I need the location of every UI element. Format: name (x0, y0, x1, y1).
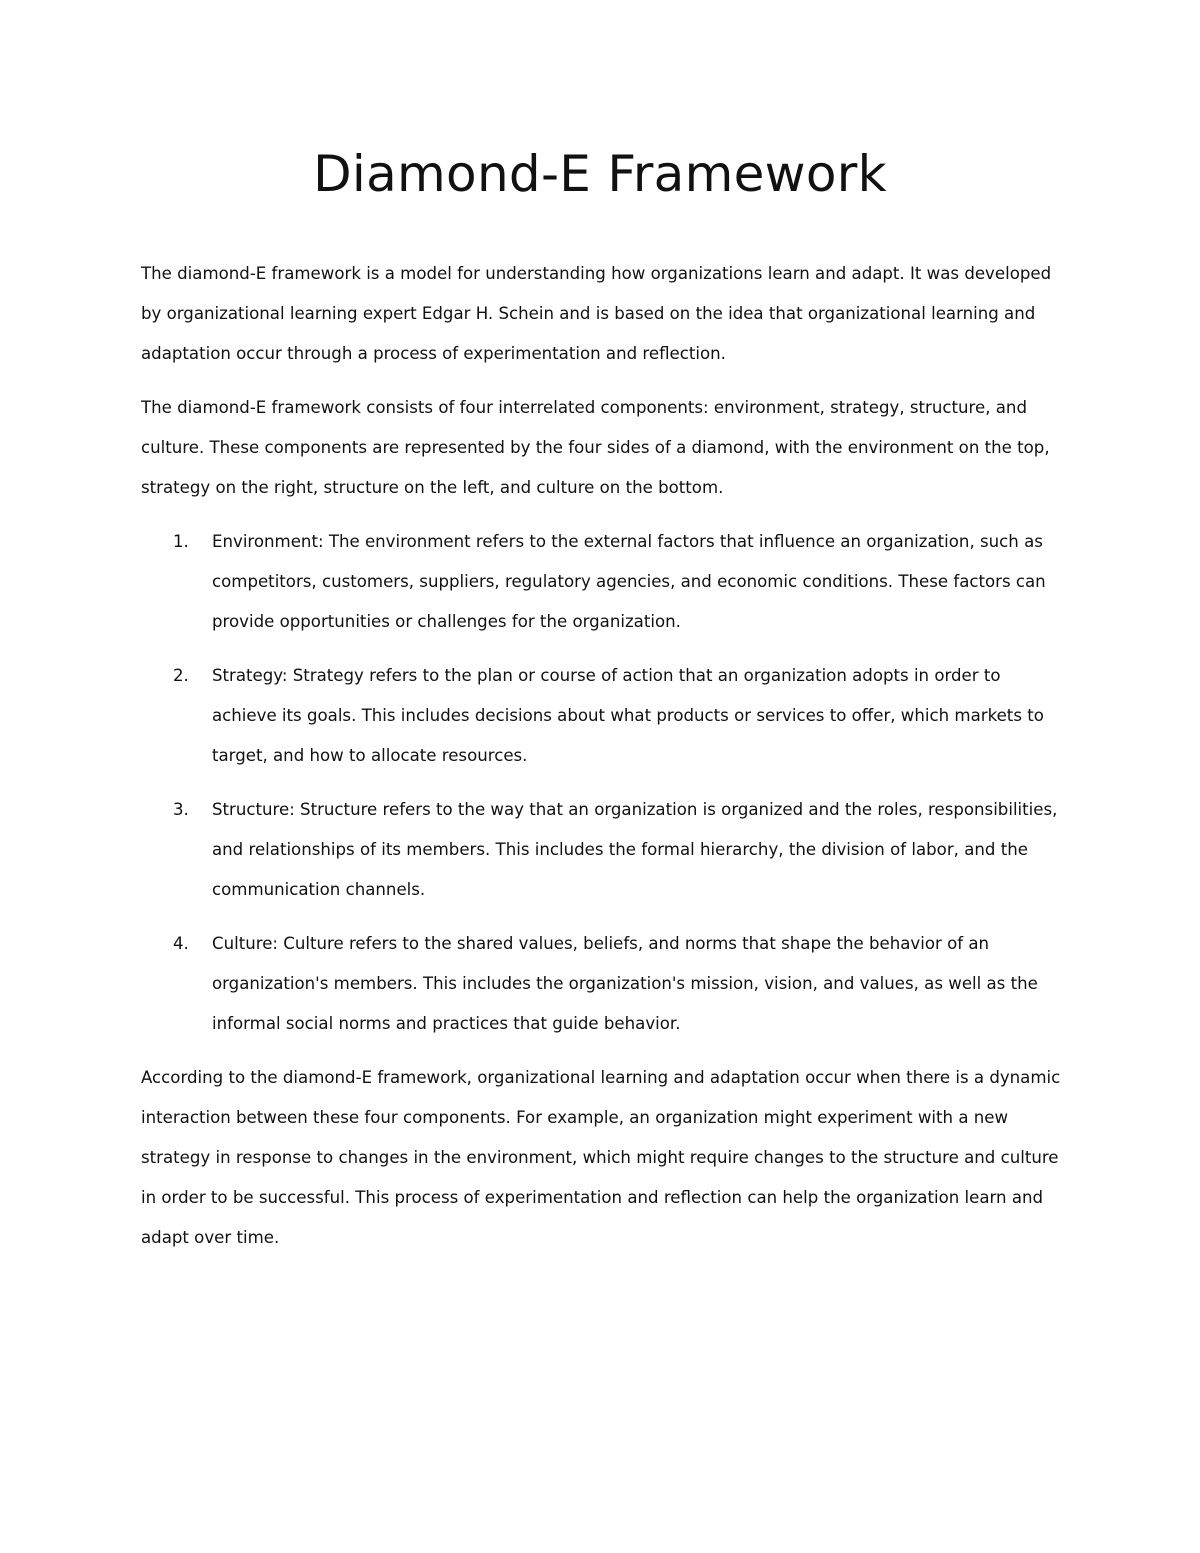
components-list (141, 522, 1061, 1044)
list-item-environment (141, 522, 1061, 642)
closing-paragraph: According to the diamond-E framework, organizational learning and adaptation occur when there is a dynamic interaction between these four components. For example, an organization might experiment with a new strategy in response to changes in the environment, which might require changes to the structure and culture in order to be successful. This process of experimentation and reflection can help the organization learn and adapt over time. (141, 1068, 1061, 1247)
list-number: 1. (173, 532, 189, 551)
list-number: 3. (173, 800, 189, 819)
list-number: 2. (173, 666, 189, 685)
document-body (141, 254, 1061, 1272)
list-item-text: Culture: Culture refers to the shared values, beliefs, and norms that shape the behavior of an organization's members. This includes the organization's mission, vision, and values, as well as the informal social norms and practices that guide behavior. (212, 934, 1038, 1033)
document-title: Diamond-E Framework (313, 145, 887, 203)
intro-paragraph-2: The diamond-E framework consists of four interrelated components: environment, strategy, structure, and culture. These components are represented by the four sides of a diamond, with the environment on the top, strategy on the right, structure on the left, and culture on the bottom. (141, 398, 1050, 497)
list-number: 4. (173, 934, 189, 953)
list-item-strategy (141, 656, 1061, 776)
list-item-structure (141, 790, 1061, 910)
list-item-text: Structure: Structure refers to the way that an organization is organized and the roles, responsibilities, and relationships of its members. This includes the formal hierarchy, the division of labor, and the communication channels. (212, 800, 1058, 899)
list-item-text: Strategy: Strategy refers to the plan or course of action that an organization adopts in order to achieve its goals. This includes decisions about what products or services to offer, which markets to target, and how to allocate resources. (212, 666, 1044, 765)
list-item-culture (141, 924, 1061, 1044)
intro-paragraph-1: The diamond-E framework is a model for understanding how organizations learn and adapt. It was developed by organizational learning expert Edgar H. Schein and is based on the idea that organizational learning and adaptation occur through a process of experimentation and reflection. (141, 264, 1052, 363)
list-item-text: Environment: The environment refers to the external factors that influence an organization, such as competitors, customers, suppliers, regulatory agencies, and economic conditions. These factors can provide opportunities or challenges for the organization. (212, 532, 1046, 631)
